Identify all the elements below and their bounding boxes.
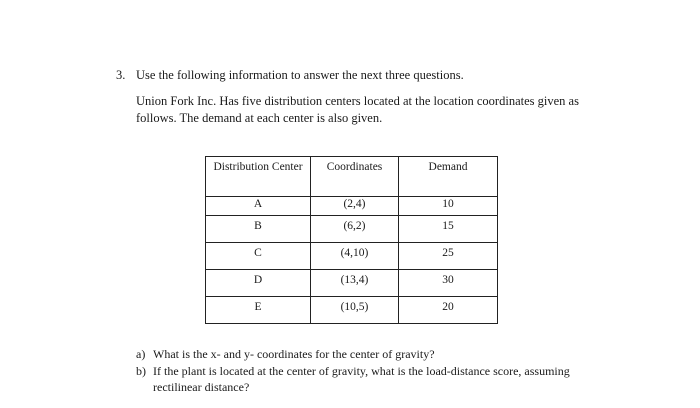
- table-header-row: [206, 157, 498, 197]
- question-heading: [116, 68, 464, 83]
- subquestion-text: What is the x- and y- coordinates for the center of gravity?: [153, 347, 435, 361]
- table-row: [206, 270, 498, 297]
- table-row: [206, 297, 498, 324]
- table-row: [206, 243, 498, 270]
- cell-demand: 20: [399, 297, 498, 324]
- subquestion-a: [136, 346, 616, 363]
- distribution-table: [205, 156, 498, 324]
- question-text: Use the following information to answer the next three questions.: [136, 68, 464, 82]
- cell-demand: 30: [399, 270, 498, 297]
- intro-paragraph: Union Fork Inc. Has five distribution centers located at the location coordinates given as follows. The demand at each center is also given.: [136, 94, 579, 125]
- cell-coordinates: (13,4): [311, 270, 399, 297]
- cell-demand: 15: [399, 216, 498, 243]
- table-row: [206, 197, 498, 216]
- cell-coordinates: (4,10): [311, 243, 399, 270]
- cell-demand: 25: [399, 243, 498, 270]
- cell-center: E: [206, 297, 311, 324]
- cell-demand: 10: [399, 197, 498, 216]
- subquestion-b: [136, 363, 616, 396]
- subquestion-text: If the plant is located at the center of gravity, what is the load-distance score, assuming rectilinear distance?: [153, 363, 570, 394]
- header-demand: Demand: [399, 157, 498, 197]
- cell-center: C: [206, 243, 311, 270]
- cell-coordinates: (2,4): [311, 197, 399, 216]
- cell-coordinates: (6,2): [311, 216, 399, 243]
- cell-coordinates: (10,5): [311, 297, 399, 324]
- cell-center: B: [206, 216, 311, 243]
- cell-center: A: [206, 197, 311, 216]
- cell-center: D: [206, 270, 311, 297]
- table-row: [206, 216, 498, 243]
- question-number: 3.: [116, 68, 126, 82]
- subquestion-label: b): [136, 363, 146, 378]
- subquestion-list: [136, 346, 616, 396]
- header-distribution-center: Distribution Center: [206, 157, 311, 197]
- header-coordinates: Coordinates: [311, 157, 399, 197]
- subquestion-label: a): [136, 347, 146, 361]
